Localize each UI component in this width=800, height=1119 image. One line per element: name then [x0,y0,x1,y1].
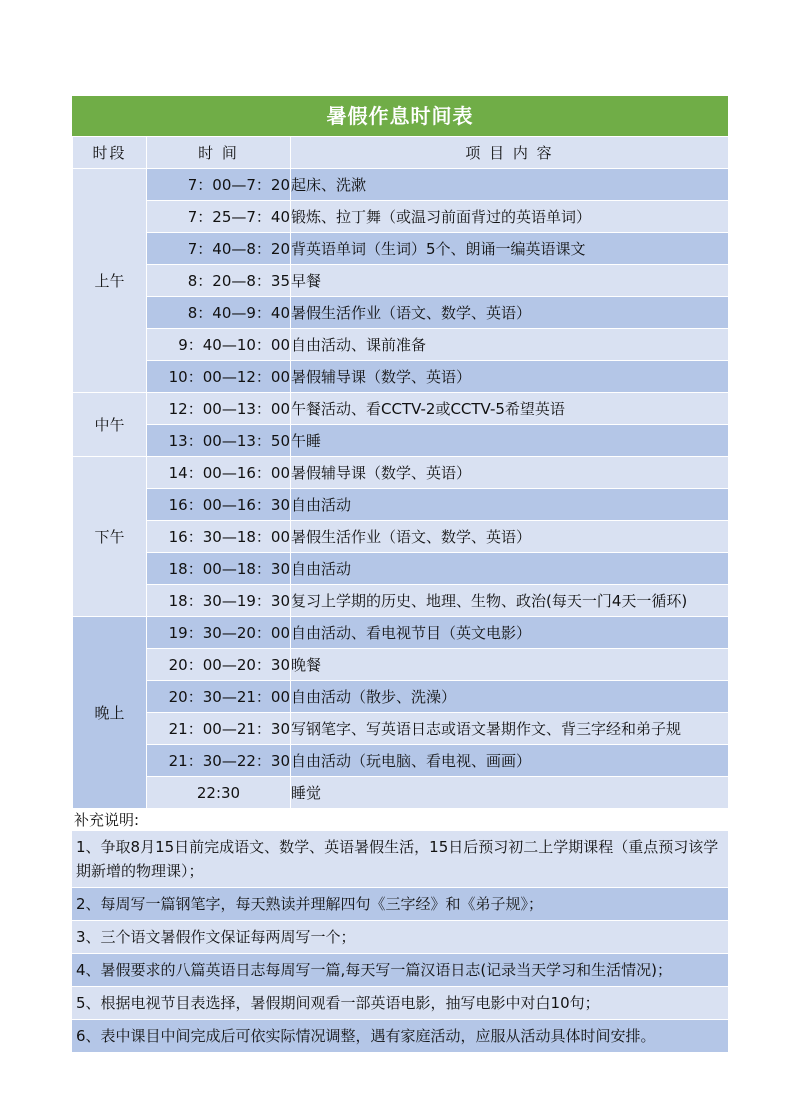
note-item: 4、暑假要求的八篇英语日志每周写一篇,每天写一篇汉语日志(记录当天学习和生活情况)； [72,954,728,987]
activity-cell: 自由活动 [291,553,729,585]
time-cell: 13：00—13：50 [147,425,291,457]
table-row [73,553,729,585]
time-cell: 19：30—20：00 [147,617,291,649]
table-row [73,713,729,745]
note-item: 3、三个语文暑假作文保证每两周写一个； [72,921,728,954]
time-cell: 7：00—7：20 [147,169,291,201]
period-noon: 中午 [73,393,147,457]
time-cell: 9：40—10：00 [147,329,291,361]
activity-cell: 暑假生活作业（语文、数学、英语） [291,521,729,553]
table-row [73,617,729,649]
note-item: 2、每周写一篇钢笔字，每天熟读并理解四句《三字经》和《弟子规》； [72,888,728,921]
table-row [73,297,729,329]
table-row [73,169,729,201]
activity-cell: 暑假生活作业（语文、数学、英语） [291,297,729,329]
table-row [73,457,729,489]
time-cell: 7：25—7：40 [147,201,291,233]
table-row [73,393,729,425]
schedule-sheet [72,96,728,1053]
header-content: 项 目 内 容 [291,137,729,169]
time-cell: 12：00—13：00 [147,393,291,425]
activity-cell: 睡觉 [291,777,729,809]
table-row [73,265,729,297]
table-row [73,201,729,233]
page-title: 暑假作息时间表 [72,96,728,136]
activity-cell: 复习上学期的历史、地理、生物、政治(每天一门4天一循环) [291,585,729,617]
table-row [73,777,729,809]
time-cell: 18：00—18：30 [147,553,291,585]
activity-cell: 自由活动、课前准备 [291,329,729,361]
activity-cell: 自由活动（散步、洗澡） [291,681,729,713]
activity-cell: 暑假辅导课（数学、英语） [291,457,729,489]
table-row [73,745,729,777]
table-row [73,521,729,553]
note-item: 1、争取8月15日前完成语文、数学、英语暑假生活，15日后预习初二上学期课程（重点预习该学期新增的物理课）； [72,831,728,888]
note-item: 6、表中课目中间完成后可依实际情况调整，遇有家庭活动，应服从活动具体时间安排。 [72,1020,728,1053]
activity-cell: 起床、洗漱 [291,169,729,201]
activity-cell: 午餐活动、看CCTV-2或CCTV-5希望英语 [291,393,729,425]
activity-cell: 自由活动、看电视节目（英文电影） [291,617,729,649]
time-cell: 18：30—19：30 [147,585,291,617]
schedule-table [72,136,729,809]
table-row [73,233,729,265]
note-item: 5、根据电视节目表选择，暑假期间观看一部英语电影，抽写电影中对白10句； [72,987,728,1020]
time-cell: 21：30—22：30 [147,745,291,777]
table-row [73,425,729,457]
activity-cell: 自由活动 [291,489,729,521]
activity-cell: 锻炼、拉丁舞（或温习前面背过的英语单词） [291,201,729,233]
activity-cell: 早餐 [291,265,729,297]
time-cell: 8：40—9：40 [147,297,291,329]
period-evening: 晚上 [73,617,147,809]
activity-cell: 午睡 [291,425,729,457]
table-row [73,329,729,361]
time-cell: 7：40—8：20 [147,233,291,265]
activity-cell: 背英语单词（生词）5个、朗诵一编英语课文 [291,233,729,265]
table-row [73,585,729,617]
time-cell: 22:30 [147,777,291,809]
header-row [73,137,729,169]
activity-cell: 暑假辅导课（数学、英语） [291,361,729,393]
period-afternoon: 下午 [73,457,147,617]
notes-section [72,809,728,1053]
time-cell: 16：00—16：30 [147,489,291,521]
table-row [73,681,729,713]
activity-cell: 晚餐 [291,649,729,681]
time-cell: 16：30—18：00 [147,521,291,553]
time-cell: 20：30—21：00 [147,681,291,713]
time-cell: 21：00—21：30 [147,713,291,745]
table-row [73,361,729,393]
period-morning: 上午 [73,169,147,393]
activity-cell: 自由活动（玩电脑、看电视、画画） [291,745,729,777]
header-period: 时段 [73,137,147,169]
time-cell: 8：20—8：35 [147,265,291,297]
table-row [73,489,729,521]
table-row [73,649,729,681]
time-cell: 10：00—12：00 [147,361,291,393]
header-time: 时 间 [147,137,291,169]
time-cell: 20：00—20：30 [147,649,291,681]
activity-cell: 写钢笔字、写英语日志或语文暑期作文、背三字经和弟子规 [291,713,729,745]
notes-title: 补充说明: [74,811,140,829]
time-cell: 14：00—16：00 [147,457,291,489]
